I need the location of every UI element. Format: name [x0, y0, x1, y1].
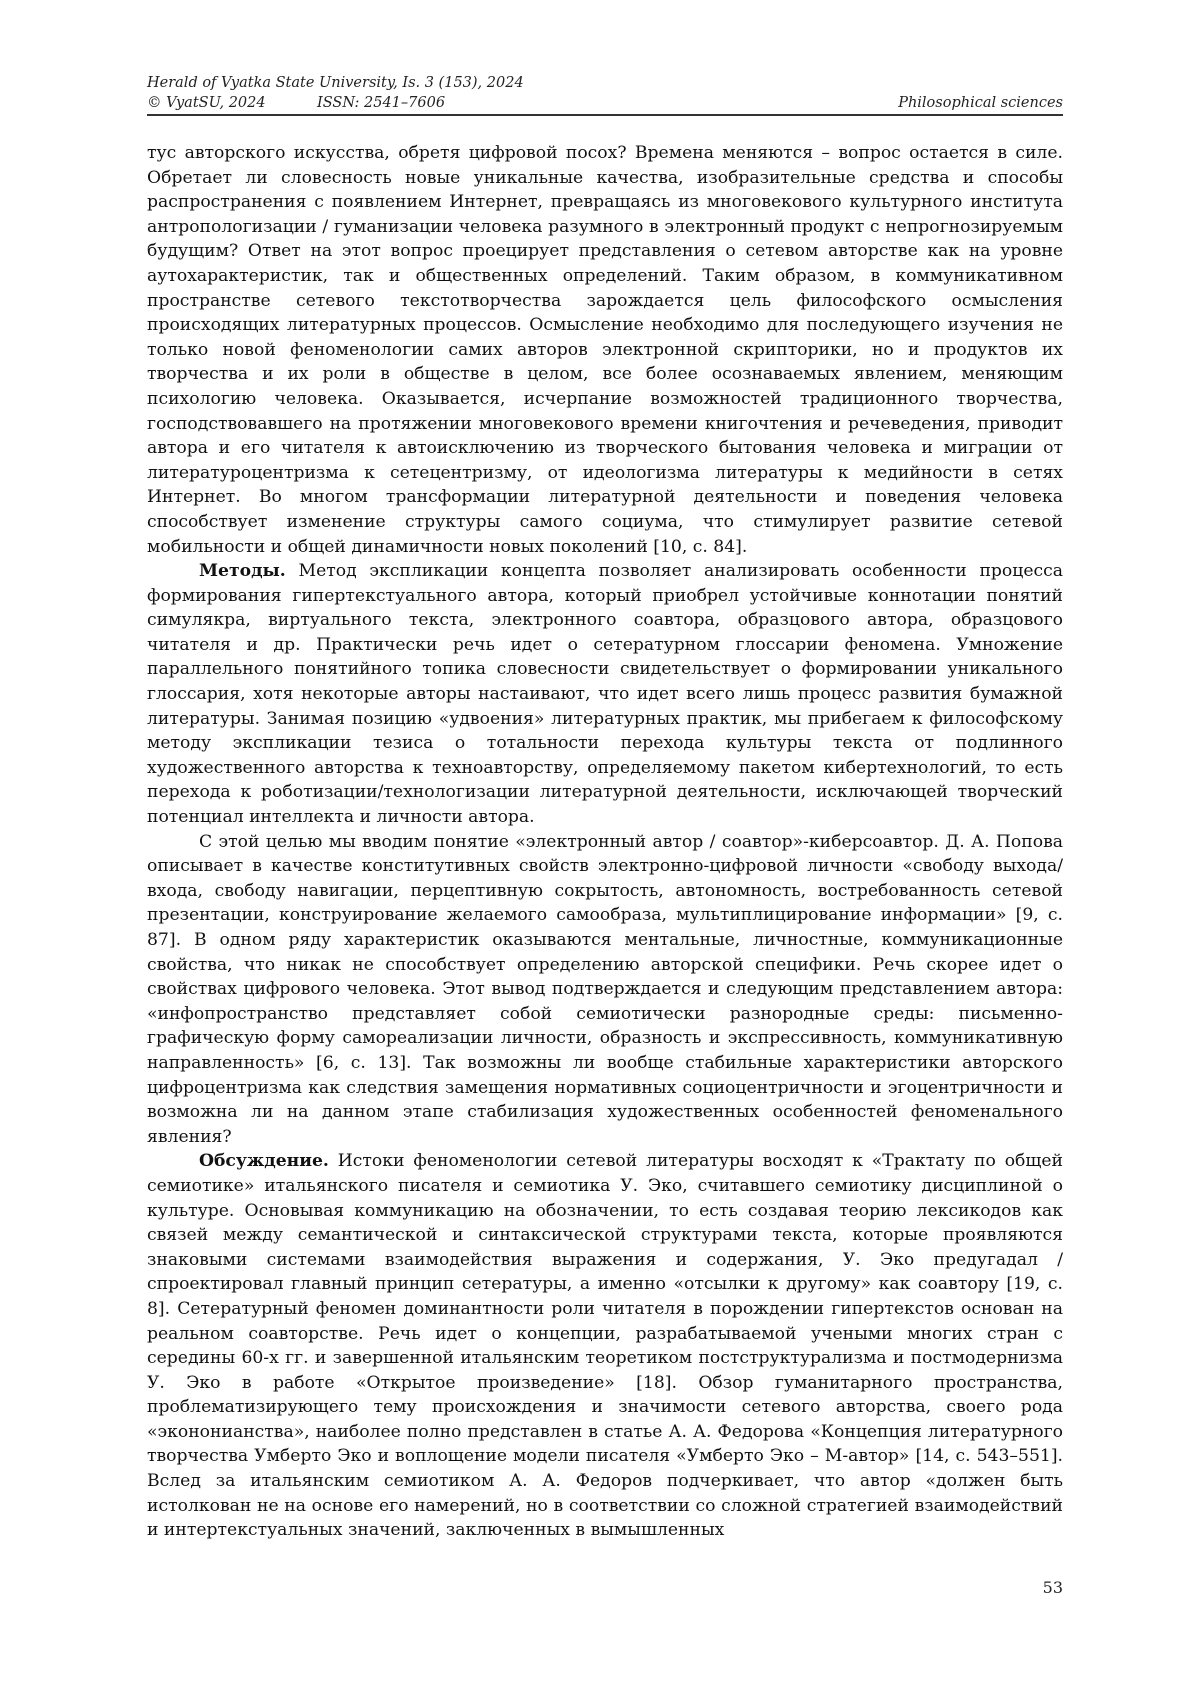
paragraph-discussion — [147, 1149, 1063, 1543]
article-body — [147, 141, 1063, 1543]
header-second-line — [147, 93, 1063, 113]
journal-title: Herald of Vyatka State University, Is. 3 (153), 2024 — [147, 75, 524, 91]
copyright: © VyatSU, 2024 — [147, 95, 266, 111]
header-rule — [147, 114, 1063, 116]
issn: ISSN: 2541–7606 — [317, 95, 446, 111]
page-number: 53 — [1042, 1578, 1063, 1597]
paragraph-continuation: тус авторского искусства, обретя цифровой посох? Времена меняются – вопрос остается в силе. Обретает ли словесность новые уникальные качества, изобразительные средства и способы распространения с появлением Интернет, превращаясь из многовекового культурного института антропологизации / гуманизации человека разумного в электронный продукт с непрогнозируемым будущим? Ответ на этот вопрос проецирует представления о сетевом авторстве как на уровне аутохарактеристик, так и общественных определений. Таким образом, в коммуникативном пространстве сетевого текстотворчества зарождается цель философского осмысления происходящих литературных процессов. Осмысление необходимо для последующего изучения не только новой феноменологии самих авторов электронной скрипторики, но и продуктов их творчества и их роли в обществе в целом, все более осознаваемых явлением, меняющим психологию человека. Оказывается, исчерпание возможностей традиционного творчества, господствовавшего на протяжении многовекового времени книгочтения и речеведения, приводит автора и его читателя к автоисключению из творческого бытования человека и миграции от литературоцентризма к сетецентризму, от идеологизма литературы к медийности в сетях Интернет. Во многом трансформации литературной деятельности и поведения человека способствует изменение структуры самого социума, что стимулирует развитие сетевой мобильности и общей динамичности новых поколений [10, с. 84]. — [147, 143, 1063, 557]
methods-heading: Методы. — [199, 561, 286, 582]
paragraph-methods — [147, 559, 1063, 830]
running-header — [147, 73, 1063, 113]
discussion-text: Истоки феноменологии сетевой литературы восходят к «Трактату по общей семиотике» итальянского писателя и семиотика У. Эко, считавшего семиотику дисциплиной о культуре. Основывая коммуникацию на обозначении, то есть создавая теорию лексикодов как связей между семантической и синтаксической структурами текста, которые проявляются знаковыми системами взаимодействия выражения и содержания, У. Эко предугадал / спроектировал главный принцип сетературы, а именно «отсылки к другому» как соавтору [19, с. 8]. Сетературный феномен доминантности роли читателя в порождении гипертекстов основан на реальном соавторстве. Речь идет о концепции, разрабатываемой учеными многих стран с середины 60-х гг. и завершенной итальянским теоретиком постструктурализма и постмодернизма У. Эко в работе «Открытое произведение» [18]. Обзор гуманитарного пространства, проблематизирующего тему происхождения и значимости сетевого авторства, своего рода «экононианства», наиболее полно представлен в статье А. А. Федорова «Концепция литературного творчества Умберто Эко и воплощение модели писателя «Умберто Эко – М-автор» [14, с. 543–551]. Вслед за итальянским семиотиком А. А. Федоров подчеркивает, что автор «должен быть истолкован не на основе его намерений, но в соответствии со сложной стратегией взаимодействий и интертекстуальных значений, заключенных в вымышленных — [147, 1151, 1063, 1541]
discussion-heading: Обсуждение. — [199, 1151, 329, 1172]
methods-text: Метод экспликации концепта позволяет анализировать особенности процесса формирования гипертекстуального автора, который приобрел устойчивые коннотации понятий симулякра, виртуального текста, электронного соавтора, образцового автора, образцового читателя и др. Практически речь идет о сетературном глоссарии феномена. Умножение параллельного понятийного топика словесности свидетельствует о формировании уникального глоссария, хотя некоторые авторы настаивают, что идет всего лишь процесс развития бумажной литературы. Занимая позицию «удвоения» литературных практик, мы прибегаем к философскому методу экспликации тезиса о тотальности перехода культуры текста от подлинного художественного авторства к техноавторству, определяемому пакетом кибертехнологий, то есть перехода к роботизации/технологизации литературной деятельности, исключающей творческий потенциал интеллекта и личности автора. — [147, 561, 1063, 828]
section-name: Philosophical sciences — [898, 95, 1063, 111]
paragraph-e-author: С этой целью мы вводим понятие «электронный автор / соавтор»-киберсоавтор. Д. А. Попова описывает в качестве конститутивных свойств электронно-цифровой личности «свободу выхода/входа, свободу навигации, перцептивную сокрытость, автономность, востребованность сетевой презентации, конструирование желаемого самообраза, мультиплицирование информации» [9, с. 87]. В одном ряду характеристик оказываются ментальные, личностные, коммуникационные свойства, что никак не способствует определению авторской специфики. Речь скорее идет о свойствах цифрового человека. Этот вывод подтверждается и следующим представлением автора: «инфопространство представляет собой семиотически разнородные среды: письменно-графическую форму самореализации личности, образность и экспрессивность, коммуникативную направленность» [6, с. 13]. Так возможны ли вообще стабильные характеристики авторского цифроцентризма как следствия замещения нормативных социоцентричности и эгоцентричности и возможна ли на данном этапе стабилизация художественных особенностей феноменального явления? — [147, 831, 1063, 1147]
